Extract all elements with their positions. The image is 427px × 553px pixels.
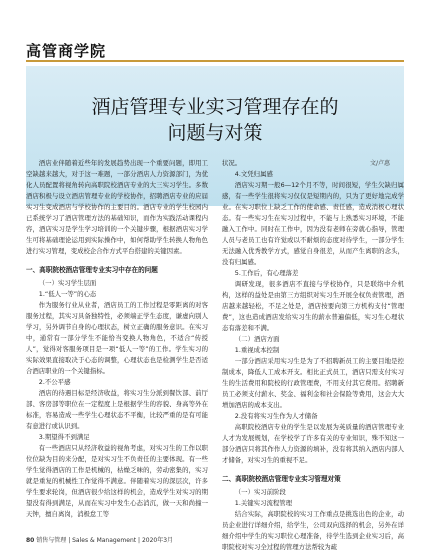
subheading: 4.文凭归属感 xyxy=(234,170,273,178)
paragraph: 状况。 xyxy=(222,159,242,167)
subheading: 5.工作后，有心理落差 xyxy=(234,269,299,277)
subheading: （二）酒店方面 xyxy=(234,335,280,343)
paragraph: 结合实际，高职院校的实习工作重点是挑选出色的企业，动员企业进行详细介绍，给学生，公司双向选择的机会，另外在详细介绍中学生的实习职位心理准备，待学生选到企业实习后，高职院校对实习全过程的管理方法帮较为疏 xyxy=(222,510,404,551)
paragraph: 酒店的待遇目标是经济收益，将实习生分派到餐饮部、前厅部、客房部等职位在一定程度上是根据学生的容貌、身高等外在标准，容易造成一些学生心理状态不平衡，比较严重的是有可能有意进行或认识到。 xyxy=(26,389,208,430)
paragraph: 调研发现，很多酒店不直接与学校协作，只是联络中介机构，这样的益处是由第三方组织对实习生开展全权负责管理，酒店越来越轻松，不足之处是，酒店按要向第三方机构支付“管理费”，这也造成酒店发给实习生的薪水普遍偏低，实习生心理状态有落差和不满。 xyxy=(222,280,404,332)
section-title: 高管商学院 xyxy=(26,42,107,60)
paragraph: 高职院校酒店专业的学生是以发展为英质量的酒店管理专业人才为发展规划，在学校学了许多有关的专业知识，殊不知这一部分酒店只将其作作人力资源的填补，没有将其纳入酒店内部人才储备，对实习生的重视不足。 xyxy=(222,423,404,464)
section-heading: 二、高职院校酒店管理专业实习管理对策 xyxy=(222,475,341,483)
section-divider xyxy=(26,60,404,62)
article-title-line-1: 酒店管理专业实习管理存在的 xyxy=(91,96,339,118)
paragraph: 作为服务行业从业者，酒店员工的工作过程是零距离的对客服务过程，其实习具备独特性，必须端正学生态度，谦虚向别人学习，另外调节自身的心理状态，树立正确的服务意识。在实习中，通常有一部分学生不能恰当变换人物角色，不适合“传授人”，觉得对客服务项目是一项“低人一等”的工作。学生实习的实际效果直接取决于心态的调整，心理状态也是检测学生是否适合酒店职业的一个关键指标。 xyxy=(26,301,208,375)
paragraph: 一部分酒店采用实习生是为了不招聘新员工的主要目地是控制成本，降低人工成本开支。相比正式员工，酒店只需支付实习生的生活费用和院校的行政管理费，不用支付其它费用。招聘新员工必须支付薪水、奖金、福利金和社会保险等费用，这会大大增加酒店的成本支出。 xyxy=(222,357,404,409)
subheading: （一）实习学生层面 xyxy=(38,279,97,287)
page-footer xyxy=(26,535,173,544)
section-heading: 一、高职院校酒店管理专业实习中存在的问题 xyxy=(26,266,158,274)
top-strip xyxy=(0,0,427,12)
paragraph: 有一些酒店只从经济收益的视角考虑，对实习生的工作以职位位缺为目的来分配，是对实习生不负责任的主要体现。有一些学生觉得酒店的工作是机械的，枯燥乏味的，劳动密集的，实习就是重复的机械性工作觉得不满意。伴随着实习的深层次，许多学生要求轮岗，但酒店很少给这样的机会，造成学生对实习的期望没有得到满足，从而在实习中发生心态消沉，做一天和尚撞一天钟，擅自离岗，消极怠工等 xyxy=(26,444,208,518)
paragraph: 酒店业伴随着近些年的发展趋势出现一个重要问题，即用工空缺越来越大，对于这一难题，一部分酒店人力资源部门，为优化人员配置将视角转向高职院校酒店专业的大三实习学生。多数酒店积极与设立酒店管理专业的学校协作，招聘酒店专业的应届实习生变成酒店与学校协作的主要目的。酒店专业的学生校园内已系统学习了酒店管理方法的基础知识，而作为实践活动课程内容，酒店实习是学生学习培训的一个关键步骤，根据酒店实习学生可将基础理论运用到实际操作中，如何帮助学生转换人物角色进行实习管理，变成校企合作方式平台搭建的关键因素。 xyxy=(26,159,208,255)
left-column xyxy=(26,158,208,520)
subheading: 1.关键实习流程管理 xyxy=(234,499,293,507)
paragraph: 酒店实习期一般6—12个月不等，时间很短，学生欠缺归属感，有一些学生很将实习仅仅是短期内的，只为了更好地完成学业。在实习职位上缺乏工作的使命感、责任感，造成消极心理状态。有一些实习生在实习过程中，不能与上熟悉实习环境，不能融入工作中。同时在工作中，因为没有老师在旁就心指导，管理人员与老员工也有许觉或以不耐烦的态度对待学生，一部分学生无法融入优秀教学方式，感觉自身很差，从而产生离职的念头，没有归属感。 xyxy=(222,181,404,266)
subheading: 1.“低人一等”的心态 xyxy=(38,290,97,298)
right-column xyxy=(222,158,404,553)
subheading: 2.没有将实习生作为人才储备 xyxy=(234,412,318,420)
article-title-line-2: 问题与对策 xyxy=(167,122,263,144)
footer-text: 销售与管理 | Sales & Management | 2020年3月 xyxy=(36,537,174,544)
article-byline: 文/卢惠 xyxy=(369,160,390,167)
subheading: 2.不公平感 xyxy=(38,378,71,386)
subheading: （一）实习前阶段 xyxy=(234,488,286,496)
subheading: 1.重视成本控制 xyxy=(234,346,280,354)
page-number: 80 xyxy=(26,537,35,544)
subheading: 3.期望得不到满足 xyxy=(38,433,90,441)
